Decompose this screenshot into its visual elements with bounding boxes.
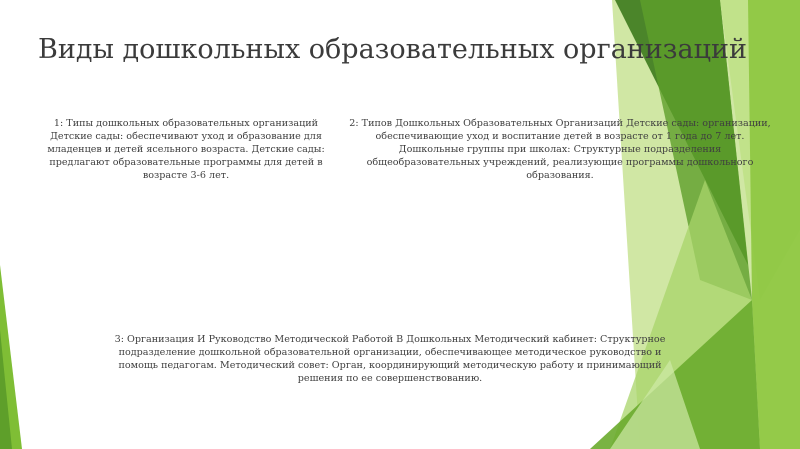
- slide-title: Виды дошкольных образовательных организаций: [38, 34, 747, 65]
- text-block-kindergarten-types: 1: Типы дошкольных образовательных организаций Детские сады: обеспечивают уход и образование для младенцев и детей ясельного возраста. Детские сады: предлагают образовательные программы для детей в возрасте 3-6 лет.: [47, 118, 325, 181]
- text-block-organization-types: 2: Типов Дошкольных Образовательных Организаций Детские сады: организации, обеспечивающие уход и воспитание детей в возрасте от 1 года до 7 лет. Дошкольные группы при школах: Структурные подразделения общеобразовательных учреждений, реализующие программы дошкольного образования.: [349, 118, 771, 181]
- text-block-methodical-work: 3: Организация И Руководство Методической Работой В Дошкольных Методический кабинет: Структурное подразделение дошкольной образовательной организации, обеспечивающее методическое руководство и помощь педагогам. Методический совет: Орган, координирующий методическую работу и принимающий решения по ее совершенствованию.: [114, 334, 666, 384]
